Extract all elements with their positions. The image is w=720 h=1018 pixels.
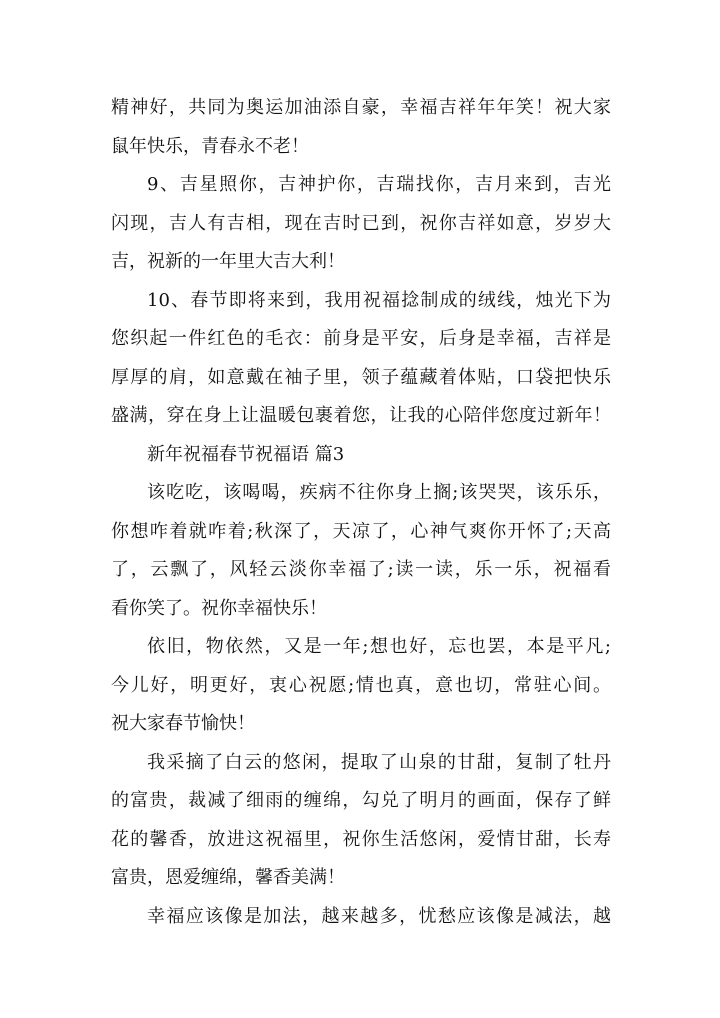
text-line: 的富贵，裁减了细雨的缠绵，勾兑了明月的画面，保存了鲜 bbox=[111, 790, 611, 811]
text-line: 看你笑了。祝你幸福快乐！ bbox=[111, 597, 327, 619]
text-line: 盛满，穿在身上让温暖包裹着您，让我的心陪伴您度过新年！ bbox=[111, 405, 611, 426]
text-line: 富贵，恩爱缠绵，馨香美满！ bbox=[111, 867, 345, 888]
text-line: 花的馨香，放进这祝福里，祝你生活悠闲，爱情甘甜，长寿 bbox=[111, 828, 611, 850]
text-line: 鼠年快乐，青春永不老！ bbox=[111, 135, 309, 157]
text-line: 祝大家春节愉快！ bbox=[111, 713, 255, 734]
text-line: 我采摘了白云的悠闲，提取了山泉的甘甜，复制了牡丹 bbox=[147, 751, 611, 773]
document-body bbox=[111, 89, 611, 936]
text-line: 今儿好，明更好，衷心祝愿;情也真，意也切，常驻心间。 bbox=[111, 674, 611, 696]
text-line: 幸福应该像是加法，越来越多，忧愁应该像是减法，越 bbox=[147, 905, 611, 927]
text-line: 9、吉星照你，吉神护你，吉瑞找你，吉月来到，吉光 bbox=[147, 174, 611, 195]
text-line: 了，云飘了，风轻云淡你幸福了;读一读，乐一乐，祝福看 bbox=[111, 559, 611, 580]
text-line: 依旧，物依然，又是一年;想也好，忘也罢，本是平凡; bbox=[147, 636, 611, 657]
text-line: 吉，祝新的一年里大吉大利！ bbox=[111, 251, 345, 272]
text-line: 该吃吃，该喝喝，疾病不往你身上搁;该哭哭，该乐乐， bbox=[147, 482, 611, 503]
text-line: 新年祝福春节祝福语 篇3 bbox=[147, 443, 345, 465]
text-line: 精神好，共同为奥运加油添自豪，幸福吉祥年年笑！祝大家 bbox=[111, 97, 611, 118]
text-line: 厚厚的肩，如意戴在袖子里，领子蕴藏着体贴，口袋把快乐 bbox=[111, 366, 611, 388]
text-line: 10、春节即将来到，我用祝福捻制成的绒线，烛光下为 bbox=[147, 289, 611, 311]
text-line: 闪现，吉人有吉相，现在吉时已到，祝你吉祥如意，岁岁大 bbox=[111, 212, 611, 234]
text-line: 您织起一件红色的毛衣：前身是平安，后身是幸福，吉祥是 bbox=[111, 328, 611, 349]
text-line: 你想咋着就咋着;秋深了，天凉了，心神气爽你开怀了;天高 bbox=[111, 520, 611, 542]
